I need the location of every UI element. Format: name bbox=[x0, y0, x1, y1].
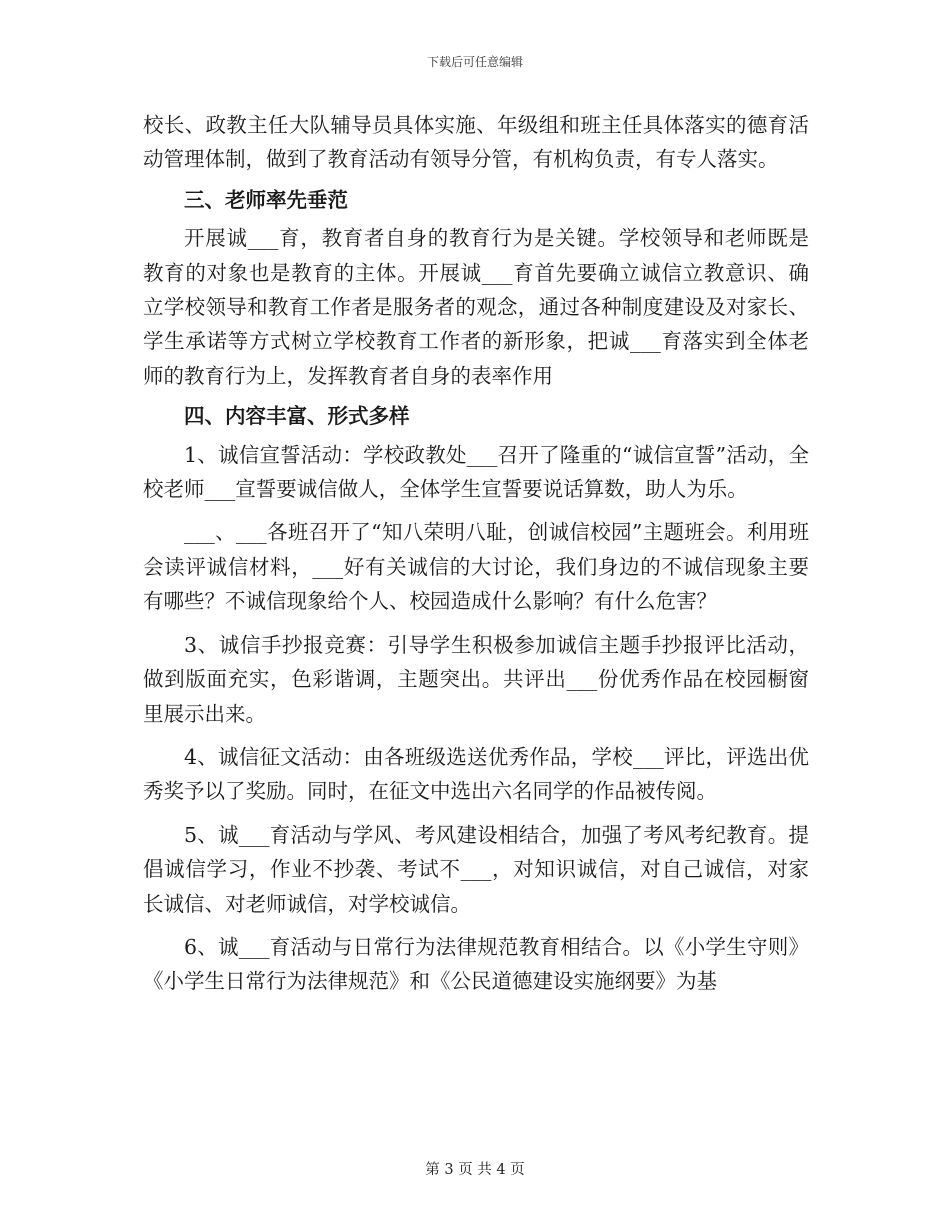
page-footer: 第 3 页 共 4 页 bbox=[425, 1162, 525, 1178]
page-header: 下载后可任意编辑 bbox=[426, 55, 523, 69]
paragraph-item-5: 5、诚___育活动与学风、考风建设相结合，加强了考风考纪教育。提倡诚信学习，作业不抄袭、考试不___，对知识诚信，对自己诚信，对家长诚信、对老师诚信，对学校诚信。 bbox=[143, 822, 809, 916]
paragraph-item-4: 4、诚信征文活动：由各班级选送优秀作品，学校___评比，评选出优秀奖予以了奖励。同时，在征文中选出六名同学的作品被传阅。 bbox=[143, 744, 809, 804]
section-heading-3: 三、老师率先垂范 bbox=[184, 187, 348, 212]
paragraph-teachers: 开展诚___育，教育者自身的教育行为是关键。学校领导和老师既是教育的对象也是教育的主体。开展诚___育首先要确立诚信立教意识、确立学校领导和教育工作者是服务者的观念，通过各种制度建设及对家长、学生承诺等方式树立学校教育工作者的新形象，把诚___育落实到全体老师的教育行为上，发挥教育者自身的表率作用 bbox=[143, 226, 809, 388]
paragraph-item-1: 1、诚信宣誓活动：学校政教处___召开了隆重的“诚信宣誓”活动，全校老师___宣誓要诚信做人，全体学生宣誓要说话算数，助人为乐。 bbox=[143, 442, 809, 502]
paragraph-continuation: 校长、政教主任大队辅导员具体实施、年级组和班主任具体落实的德育活动管理体制，做到了教育活动有领导分管，有机构负责，有专人落实。 bbox=[143, 113, 809, 172]
paragraph-item-3: 3、诚信手抄报竞赛：引导学生积极参加诚信主题手抄报评比活动，做到版面充实，色彩谐调，主题突出。共评出___份优秀作品在校园橱窗里展示出来。 bbox=[143, 632, 809, 726]
paragraph-item-2: ___、___各班召开了“知八荣明八耻，创诚信校园”主题班会。利用班会读评诚信材料，___好有关诚信的大讨论，我们身边的不诚信现象主要有哪些？不诚信现象给个人、校园造成什么影响？有什么危害？ bbox=[143, 520, 809, 614]
section-heading-4: 四、内容丰富、形式多样 bbox=[184, 404, 410, 429]
paragraph-item-6: 6、诚___育活动与日常行为法律规范教育相结合。以《小学生守则》《小学生日常行为法律规范》和《公民道德建设实施纲要》为基 bbox=[143, 934, 809, 994]
document-body bbox=[143, 108, 809, 999]
